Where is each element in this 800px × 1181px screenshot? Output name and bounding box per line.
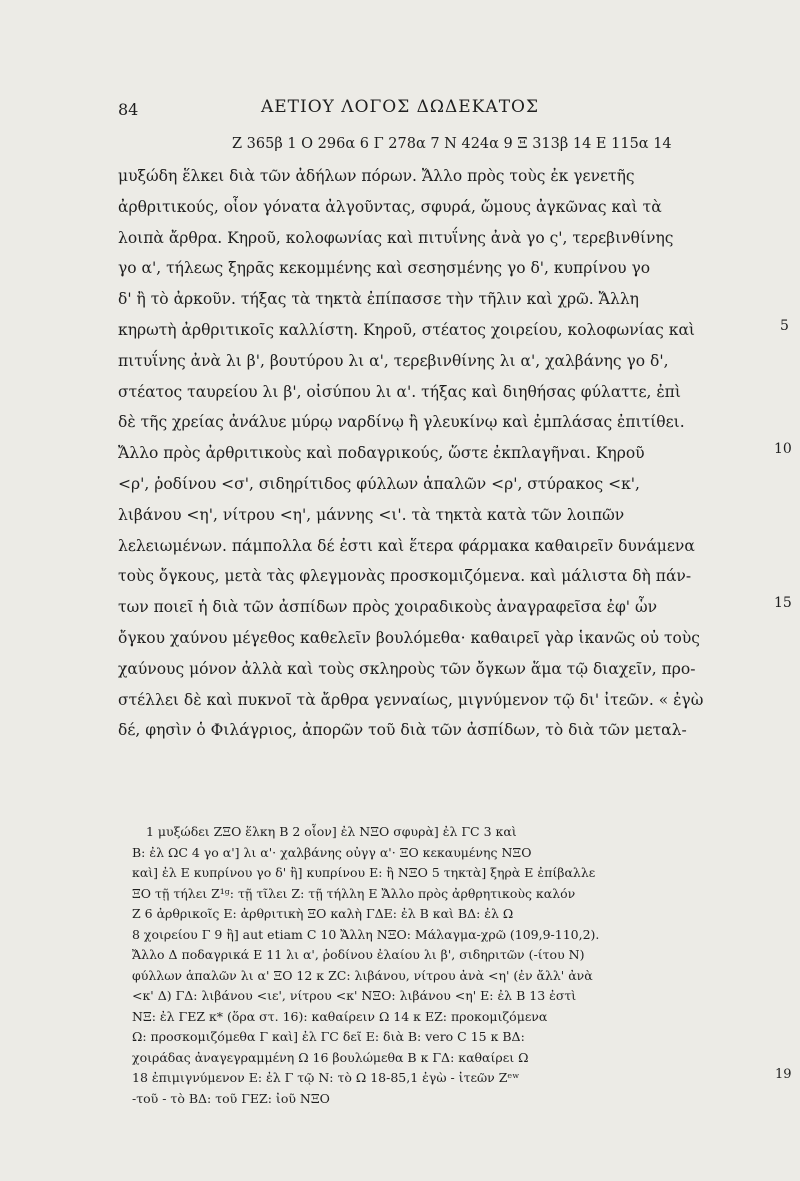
text-line: των ποιεῖ ἡ διὰ τῶν ἀσπίδων πρὸς χοιραδικοὺς ἀναγραφεῖσα ἐφ' ὧν (118, 598, 658, 617)
main-text (118, 161, 768, 746)
line-number: 10 (774, 441, 792, 458)
apparatus-line: <κ' Δ) ΓΔ: λιβάνου <ιε', νίτρου <κ' ΝΞΟ: λιβάνου <η' Ε: ἐλ Β 13 ἐστὶ (132, 988, 577, 1003)
text-line: ἀρθριτικούς, οἷον γόνατα ἀλγοῦντας, σφυρά, ὤμους ἀγκῶνας καὶ τὰ (118, 197, 662, 216)
apparatus-line: ΞΟ τῇ τήλει Ζ¹ᵍ: τῇ τῖλει Ζ: τῇ τήλλη Ε Ἄλλο πρὸς ἀρθρητικοὺς καλόν (132, 885, 576, 901)
text-line: γο α', τήλεως ξηρᾶς κεκομμένης καὶ σεσησμένης γο δ', κυπρίνου γο (118, 259, 651, 278)
text-line: Ἄλλο πρὸς ἀρθριτικοὺς καὶ ποδαγρικούς, ὥστε ἐκπλαγῆναι. Κηροῦ (118, 444, 645, 463)
apparatus-line: Ἄλλο Δ ποδαγρικά Ε 11 λι α', ῥοδίνου ἐλαίου λι β', σιδηριτῶν (-ίτου Ν) (132, 947, 585, 962)
text-line: κηρωτὴ ἀρθριτικοῖς καλλίστη. Κηροῦ, στέατος χοιρείου, κολοφωνίας καὶ (118, 320, 696, 339)
text-line: πιτυΐνης ἀνὰ λι β', βουτύρου λι α', τερεβινθίνης λι α', χαλβάνης γο δ', (118, 351, 669, 370)
text-line: λελειωμένων. πάμπολλα δέ ἐστι καὶ ἕτερα φάρμακα καθαιρεῖν δυνάμενα (118, 536, 695, 555)
manuscript-references: Ζ 365β 1 Ο 296α 6 Γ 278α 7 Ν 424α 9 Ξ 313β 14 Ε 115α 14 (232, 136, 672, 152)
text-line: στέλλει δὲ καὶ πυκνοῖ τὰ ἄρθρα γενναίως, μιγνύμενον τῷ δι' ἰτεῶν. « ἐγὼ (118, 690, 704, 709)
apparatus-line: Β: ἐλ ΩC 4 γο α'] λι α'· χαλβάνης οὐγγ α'· ΞΟ κεκαυμένης ΝΞΟ (132, 844, 532, 860)
page-number: 84 (118, 100, 139, 119)
apparatus-line: -τοῦ - τὸ ΒΔ: τοῦ ΓΕΖ: ἰοῦ ΝΞΟ (132, 1090, 330, 1106)
text-line: δ' ἢ τὸ ἀρκοῦν. τήξας τὰ τηκτὰ ἐπίπασσε τὴν τῆλιν καὶ χρῶ. Ἄλλη (118, 290, 639, 309)
text-line: ὄγκου χαύνου μέγεθος καθελεῖν βουλόμεθα· καθαιρεῖ γὰρ ἱκανῶς οὐ τοὺς (118, 628, 700, 647)
text-line: δὲ τῆς χρείας ἀνάλυε μύρῳ ναρδίνῳ ἢ γλευκίνῳ καὶ ἐμπλάσας ἐπιτίθει. (118, 413, 685, 432)
line-number: 15 (774, 595, 792, 612)
text-line: χαύνους μόνον ἀλλὰ καὶ τοὺς σκληροὺς τῶν ὄγκων ἅμα τῷ διαχεῖν, προ- (118, 659, 696, 678)
apparatus-line: ΝΞ: ἐλ ΓΕΖ κ* (ὅρα στ. 16): καθαίρειν Ω 14 κ ΕΖ: προκομιζόμενα (132, 1008, 548, 1024)
apparatus-line: χοιράδας ἀναγεγραμμένη Ω 16 βουλώμεθα Β κ ΓΔ: καθαίρει Ω (132, 1049, 529, 1065)
text-line: λιβάνου <η', νίτρου <η', μάννης <ι'. τὰ τηκτὰ κατὰ τῶν λοιπῶν (118, 505, 625, 524)
apparatus-line: 8 χοιρείου Γ 9 ἢ] aut etiam C 10 Ἄλλη ΝΞΟ: Μάλαγμα-χρῶ (109,9-110,2). (132, 926, 600, 942)
critical-apparatus (132, 822, 768, 1109)
text-line: δέ, φησὶν ὁ Φιλάγριος, ἀπορῶν τοῦ διὰ τῶν ἀσπίδων, τὸ διὰ τῶν μεταλ- (118, 721, 687, 740)
text-line: λοιπὰ ἄρθρα. Κηροῦ, κολοφωνίας καὶ πιτυΐνης ἀνὰ γο ς', τερεβινθίνης (118, 228, 674, 247)
text-line: στέατος ταυρείου λι β', οἰσύπου λι α'. τήξας καὶ διηθήσας φύλαττε, ἐπὶ (118, 382, 681, 401)
apparatus-line: Ω: προσκομιζόμεθα Γ καὶ] ἐλ ΓC δεῖ Ε: διὰ Β: vero C 15 κ ΒΔ: (132, 1029, 525, 1044)
text-line: <ρ', ῥοδίνου <σ', σιδηρίτιδος φύλλων ἁπαλῶν <ρ', στύρακος <κ', (118, 474, 640, 493)
apparatus-line: φύλλων ἁπαλῶν λι α' ΞΟ 12 κ ΖC: λιβάνου, νίτρου ἀνὰ <η' (ἐν ἄλλ' ἀνὰ (132, 967, 593, 983)
apparatus-line: 18 ἐπιμιγνύμενον Ε: ἐλ Γ τῷ Ν: τὸ Ω 18-85,1 ἐγὼ - ἰτεῶν Ζᵉʷ (132, 1070, 520, 1085)
text-line: μυξώδη ἕλκει διὰ τῶν ἀδήλων πόρων. Ἄλλο πρὸς τοὺς ἐκ γενετῆς (118, 167, 635, 185)
running-head: ΑΕΤΙΟΥ ΛΟΓΟΣ ΔΩΔΕΚΑΤΟΣ (260, 97, 539, 117)
text-line: τοὺς ὄγκους, μετὰ τὰς φλεγμονὰς προσκομιζόμενα. καὶ μάλιστα δὴ πάν- (118, 567, 692, 586)
apparatus-line: 1 μυξώδει ΖΞΟ ἕλκη Β 2 οἷον] ἐλ ΝΞΟ σφυρὰ] ἐλ ΓC 3 καὶ (146, 824, 517, 839)
apparatus-line: Ζ 6 ἀρθρικοῖς Ε: ἀρθριτικὴ ΞΟ καλὴ ΓΔΕ: ἐλ Β καὶ ΒΔ: ἐλ Ω (132, 906, 514, 921)
apparatus-side-number: 19 (775, 1067, 792, 1082)
line-number: 5 (780, 318, 789, 334)
apparatus-line: καὶ] ἐλ Ε κυπρίνου γο δ' ἢ] κυπρίνου Ε: ἢ ΝΞΟ 5 τηκτὰ] ξηρὰ Ε ἐπίβαλλε (132, 865, 596, 880)
